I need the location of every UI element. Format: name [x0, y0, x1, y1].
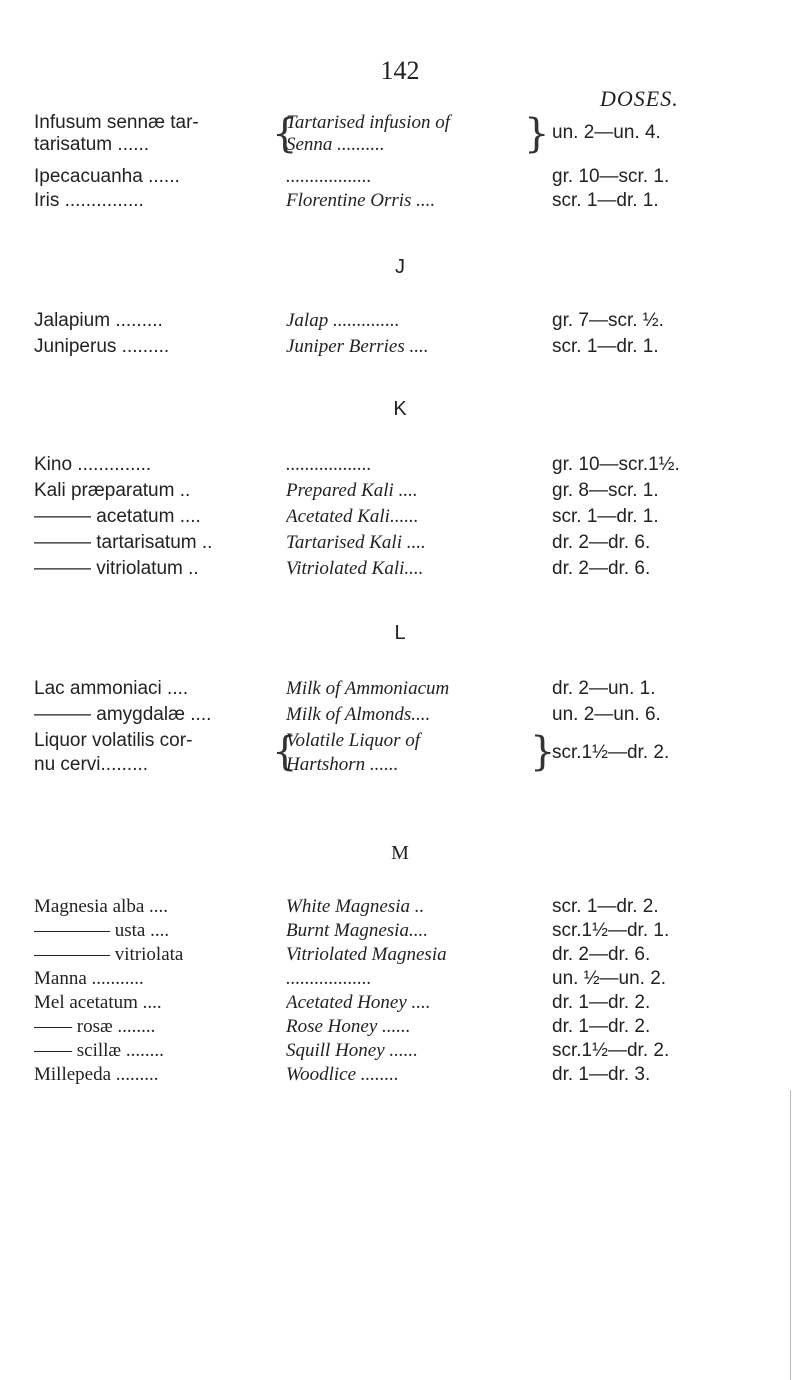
english-name: Squill Honey ......	[286, 1040, 418, 1061]
section-letter-l: L	[394, 622, 406, 644]
dose: dr. 1—dr. 2.	[552, 992, 651, 1013]
dose: dr. 1—dr. 2.	[552, 1016, 651, 1037]
dose: dr. 2—dr. 6.	[552, 558, 651, 579]
section-letter-k: K	[393, 398, 407, 420]
english-name: ..................	[286, 968, 372, 989]
latin-name: ———— vitriolata	[34, 944, 184, 965]
english-name: Milk of Almonds....	[286, 704, 431, 725]
table-row	[0, 992, 800, 1016]
dose: un. 2—un. 4.	[552, 122, 661, 143]
latin-name: Ipecacuanha ......	[34, 166, 180, 187]
english-name: Vitriolated Magnesia	[286, 944, 447, 965]
dose: scr.1½—dr. 2.	[552, 742, 670, 763]
latin-name: ——— tartarisatum ..	[34, 532, 213, 553]
latin-name: ———— usta ....	[34, 920, 170, 941]
section-letter-m: M	[391, 842, 409, 864]
dose: scr.1½—dr. 1.	[552, 920, 670, 941]
english-name: Woodlice ........	[286, 1064, 399, 1085]
english-name: Milk of Ammoniacum	[286, 678, 450, 699]
table-row	[0, 480, 800, 504]
dose: un. 2—un. 6.	[552, 704, 661, 725]
page-number: 142	[380, 56, 420, 85]
latin-name: Jalapium .........	[34, 310, 163, 331]
dose: scr. 1—dr. 2.	[552, 896, 659, 917]
latin-name: Kali præparatum ..	[34, 480, 191, 501]
english-name: ..................	[286, 454, 372, 475]
table-row	[0, 558, 800, 582]
latin-name: Lac ammoniaci ....	[34, 678, 189, 699]
english-name: Florentine Orris ....	[286, 190, 436, 211]
english-name: Prepared Kali ....	[286, 480, 418, 501]
table-row	[0, 454, 800, 478]
table-row	[0, 920, 800, 944]
latin-name: ——— acetatum ....	[34, 506, 201, 527]
latin-name: Kino ..............	[34, 454, 152, 475]
latin-name: Magnesia alba ....	[34, 896, 169, 917]
dose: un. ½—un. 2.	[552, 968, 667, 989]
table-row	[0, 532, 800, 556]
dose: scr. 1—dr. 1.	[552, 336, 659, 357]
english-name: Acetated Kali......	[286, 506, 419, 527]
table-row	[0, 310, 800, 334]
english-name: Juniper Berries ....	[286, 336, 429, 357]
scan-edge-line	[790, 1090, 791, 1380]
english-name: Senna ..........	[286, 134, 385, 155]
dose: gr. 10—scr. 1.	[552, 166, 670, 187]
english-name: White Magnesia ..	[286, 896, 425, 917]
brace-icon: {	[272, 729, 298, 775]
dose: dr. 2—dr. 6.	[552, 532, 651, 553]
brace-icon: {	[272, 111, 298, 157]
english-name: Tartarised Kali ....	[286, 532, 426, 553]
dose: scr. 1—dr. 1.	[552, 190, 659, 211]
latin-name: Iris ...............	[34, 190, 144, 211]
table-row	[0, 896, 800, 920]
latin-name: Mel acetatum ....	[34, 992, 162, 1013]
table-row	[0, 190, 800, 214]
english-name: ..................	[286, 166, 372, 187]
dose: scr.1½—dr. 2.	[552, 1040, 670, 1061]
latin-name: Juniperus .........	[34, 336, 170, 357]
english-name: Tartarised infusion of	[286, 112, 451, 133]
dose: gr. 8—scr. 1.	[552, 480, 659, 501]
latin-name: Infusum sennæ tar-	[34, 112, 199, 133]
latin-name: —— rosæ ........	[34, 1016, 156, 1037]
table-row	[0, 1064, 800, 1088]
english-name: Jalap ..............	[286, 310, 400, 331]
english-name: Vitriolated Kali....	[286, 558, 424, 579]
dose: dr. 2—dr. 6.	[552, 944, 651, 965]
brace-icon: }	[530, 729, 556, 775]
latin-name: Millepeda .........	[34, 1064, 159, 1085]
dose: dr. 2—un. 1.	[552, 678, 656, 699]
english-name: Volatile Liquor of	[286, 730, 421, 751]
table-row	[0, 704, 800, 728]
table-row	[0, 506, 800, 530]
english-name: Hartshorn ......	[286, 754, 399, 775]
dose: dr. 1—dr. 3.	[552, 1064, 651, 1085]
latin-name: Liquor volatilis cor-	[34, 730, 193, 751]
latin-name: —— scillæ ........	[34, 1040, 164, 1061]
doses-header: DOSES.	[600, 86, 679, 111]
table-row	[0, 336, 800, 360]
table-row	[0, 944, 800, 968]
latin-name: Manna ...........	[34, 968, 144, 989]
table-row	[0, 1016, 800, 1040]
dose: scr. 1—dr. 1.	[552, 506, 659, 527]
table-row	[0, 968, 800, 992]
latin-name: tarisatum ......	[34, 134, 150, 155]
latin-name: nu cervi.........	[34, 754, 149, 775]
table-row	[0, 166, 800, 190]
english-name: Acetated Honey ....	[286, 992, 431, 1013]
dose: gr. 7—scr. ½.	[552, 310, 664, 331]
dose-cell	[0, 122, 800, 146]
latin-name: ——— vitriolatum ..	[34, 558, 199, 579]
table-row	[0, 1040, 800, 1064]
english-name: Rose Honey ......	[286, 1016, 411, 1037]
english-name: Burnt Magnesia....	[286, 920, 428, 941]
dose: gr. 10—scr.1½.	[552, 454, 680, 475]
section-letter-j: J	[395, 256, 405, 278]
dose-cell	[0, 742, 800, 766]
brace-icon: }	[524, 111, 550, 157]
latin-name: ——— amygdalæ ....	[34, 704, 212, 725]
table-row	[0, 678, 800, 702]
